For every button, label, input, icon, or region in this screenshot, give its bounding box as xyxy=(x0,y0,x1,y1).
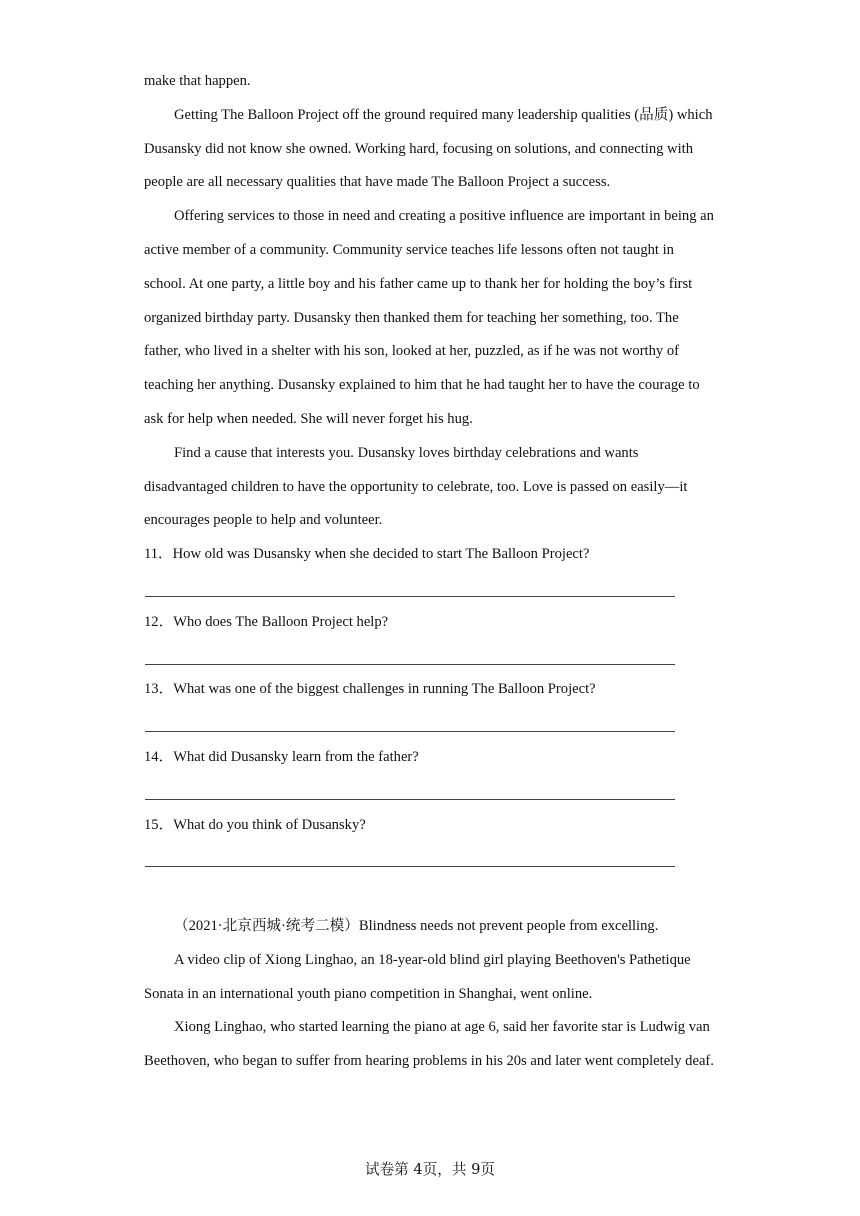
passage-paragraph-leadership: Getting The Balloon Project off the ground required many leadership qualities (品质) which Dusansky did not know she owned. Working hard, focusing on solutions, and connecting with people are all necessary qualities that have made The Balloon Project a success. xyxy=(144,106,713,191)
answer-line-14[interactable] xyxy=(144,775,719,809)
question-11: 11．How old was Dusansky when she decided to start The Balloon Project? xyxy=(144,546,590,563)
question-14: 14．What did Dusansky learn from the father? xyxy=(144,748,419,765)
passage-body xyxy=(144,65,719,1079)
question-13: 13．What was one of the biggest challenges in running The Balloon Project? xyxy=(144,681,596,698)
passage-paragraph-cause: Find a cause that interests you. Dusansky loves birthday celebrations and wants disadvantaged children to have the opportunity to celebrate, too. Love is passed on easily—it encourages people to help and volunteer. xyxy=(144,444,688,529)
question-15: 15．What do you think of Dusansky? xyxy=(144,816,366,833)
passage-paragraph-community: Offering services to those in need and creating a positive influence are important in being an active member of a community. Community service teaches life lessons often not taught in school. At one party, a little boy and his father came up to thank her for holding the boy’s first organized birthday party. Dusansky then thanked them for teaching her something, too. The father, who lived in a shelter with his son, looked at her, puzzled, as if he was not worthy of teaching her anything. Dusansky explained to him that he had taught her to have the courage to ask for help when needed. She will never forget his hug. xyxy=(144,208,714,427)
question-list xyxy=(144,538,719,876)
next-passage-paragraph-1: A video clip of Xiong Linghao, an 18-year-old blind girl playing Beethoven's Pathetique Sonata in an international youth piano competition in Shanghai, went online. xyxy=(144,951,691,1002)
question-12: 12．Who does The Balloon Project help? xyxy=(144,613,389,630)
page-footer: 试卷第 4页，共 9页 xyxy=(364,1161,495,1178)
answer-line-15[interactable] xyxy=(144,842,719,876)
passage-paragraph-continued: make that happen. xyxy=(144,73,251,89)
answer-line-13[interactable] xyxy=(144,707,719,741)
answer-line-12[interactable] xyxy=(144,640,719,674)
next-passage-paragraph-2: Xiong Linghao, who started learning the piano at age 6, said her favorite star is Ludwig van Beethoven, who began to suffer from hearing problems in his 20s and later went completely deaf. xyxy=(144,1019,714,1070)
next-passage-intro: （2021·北京西城·统考二模）Blindness needs not prevent people from excelling. xyxy=(174,917,659,934)
section-spacer xyxy=(144,876,719,910)
answer-line-11[interactable] xyxy=(144,572,719,606)
